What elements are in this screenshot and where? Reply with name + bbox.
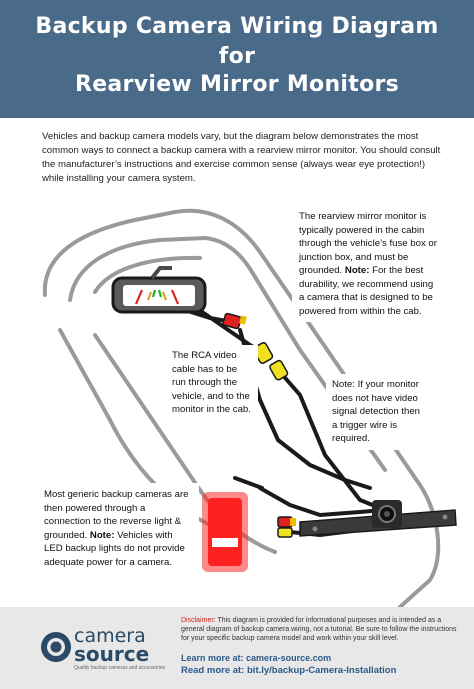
trigger-wire-note: Note: If your monitor does not have video signal detection then a trigger wire is required. [326, 374, 426, 450]
read-more-link[interactable]: bit.ly/backup-Camera-Installation [247, 665, 397, 676]
monitor-power-note-lead: The rearview mirror monitor is typically powered in the cabin through the vehicle’s fuse box or junction box, and must be grounded. [299, 211, 437, 276]
rca-cable-note: The RCA video cable has to be run through the vehicle, and to the monitor in the cab. [166, 345, 258, 421]
monitor-power-note-tail: For the best durability, we recommend using a camera that is designed to be powered from within the cab. [299, 265, 434, 317]
logo-word-source: source [74, 642, 150, 666]
read-more-label: Read more at: [181, 665, 245, 676]
title-line-3: Rearview Mirror Monitors [74, 72, 400, 97]
camera-power-note-label: Note: [89, 529, 115, 541]
title-line-2: for [218, 44, 256, 69]
camera-power-connector [278, 517, 296, 527]
logo-tagline: Quality backup cameras and accessories [74, 665, 166, 671]
learn-more-label: Learn more at: [181, 653, 244, 663]
disclaimer-text: This diagram is provided for informational purposes and is intended as a general diagram of backup camera wiring, not a tutorial. Be sure to follow the instructions for your specific backup camera model and work within your skill level. [181, 617, 457, 642]
camera-source-logo-icon [40, 631, 72, 663]
monitor-power-note [292, 206, 446, 322]
reverse-light-wire [235, 478, 262, 488]
monitor-power-note-label: Note: [344, 265, 370, 276]
camera-rca-connector [278, 528, 292, 537]
title-banner [0, 0, 474, 118]
learn-more-link[interactable]: camera-source.com [246, 653, 332, 663]
camera-power-note-tail: Vehicles with LED backup lights do not provide adequate power for a camera. [44, 529, 185, 568]
read-more-line [181, 665, 396, 676]
logo-word-camera: camera [74, 625, 146, 647]
disclaimer [181, 616, 463, 643]
disclaimer-label: Disclaimer: [181, 617, 216, 624]
title-line-1: Backup Camera Wiring Diagram [35, 14, 439, 39]
learn-more-line [181, 653, 331, 663]
reverse-light [202, 492, 248, 572]
intro-paragraph: Vehicles and backup camera models vary, but the diagram below demonstrates the most common ways to connect a backup camera with a rearview mirror monitor. You should consult the manufacturer’s instructions and exercise common sense (always wear eye protection!) while installing your camera system. [42, 131, 441, 184]
camera-power-note-lead: Most generic backup cameras are then powered through a connection to the reverse light & grounded. [44, 489, 189, 541]
rearview-mirror-monitor [113, 268, 205, 312]
camera-power-note [37, 483, 199, 574]
